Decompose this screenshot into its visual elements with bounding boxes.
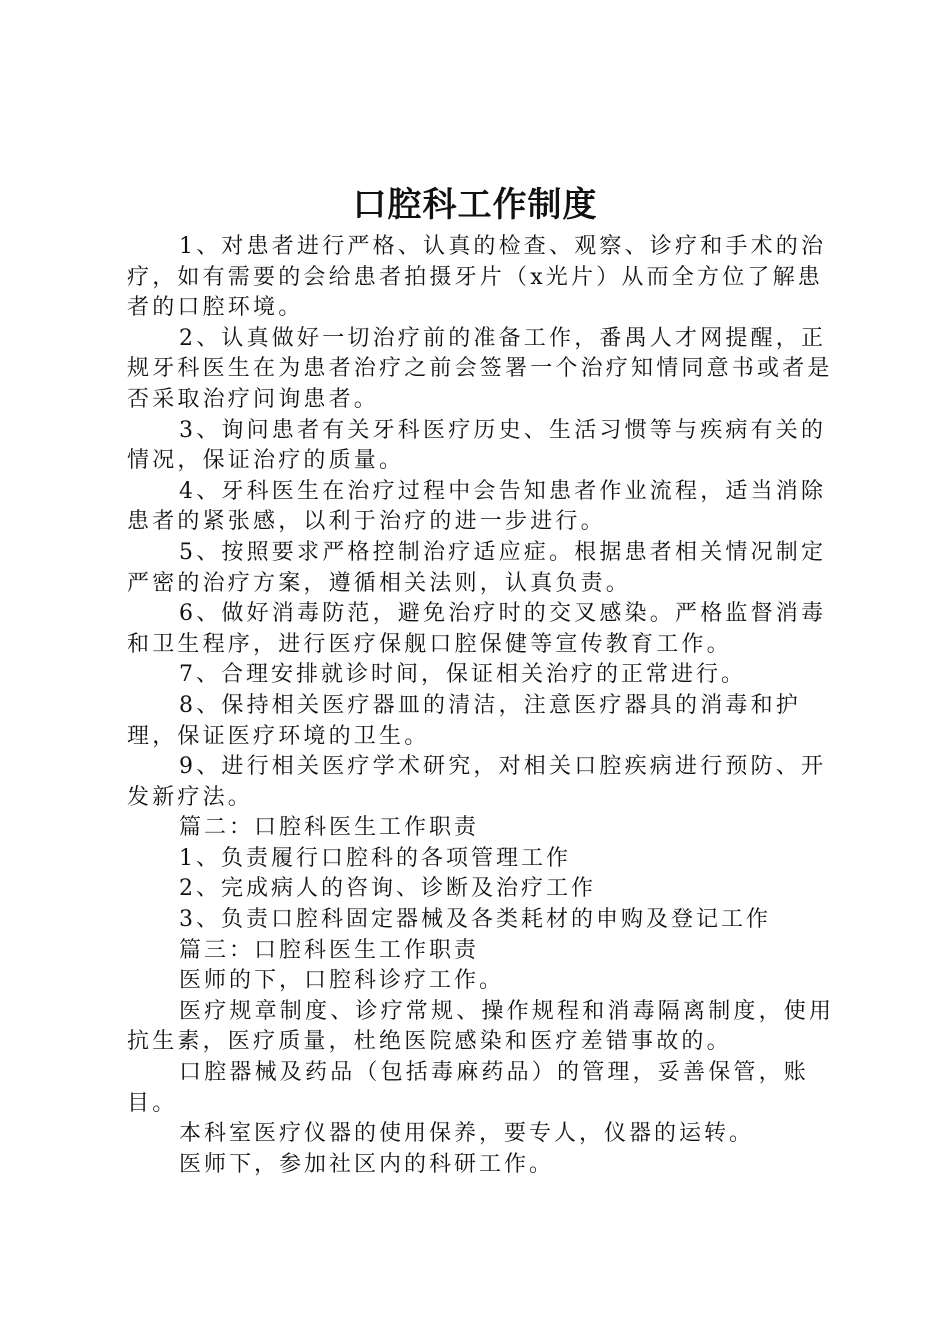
paragraph-physician-5: 医师下，参加社区内的科研工作。 xyxy=(179,1151,555,1177)
paragraph-7: 7、合理安排就诊时间，保证相关治疗的正常进行。 xyxy=(179,662,746,688)
duty-item-2: 2、完成病人的咨询、诊断及治疗工作 xyxy=(179,876,596,902)
duty-item-3: 3、负责口腔科固定器械及各类耗材的申购及登记工作 xyxy=(179,907,771,933)
paragraph-4: 4、牙科医生在治疗过程中会告知患者作业流程，适当消除患者的紧张感，以利于治疗的进一步进行。 xyxy=(127,478,827,535)
paragraph-8: 8、保持相关医疗器皿的清洁，注意医疗器具的消毒和护理，保证医疗环境的卫生。 xyxy=(127,692,801,749)
paragraph-6: 6、做好消毒防范，避免治疗时的交叉感染。严格监督消毒和卫生程序，进行医疗保舰口腔保健等宣传教育工作。 xyxy=(127,601,827,657)
paragraph-physician-4: 本科室医疗仪器的使用保养，要专人，仪器的运转。 xyxy=(179,1121,755,1147)
duty-item-1: 1、负责履行口腔科的各项管理工作 xyxy=(179,845,571,871)
section-heading-3: 篇三：口腔科医生工作职责 xyxy=(179,937,480,963)
document-title: 口腔科工作制度 xyxy=(352,185,598,225)
paragraph-physician-1: 医师的下，口腔科诊疗工作。 xyxy=(179,968,505,994)
paragraph-physician-3: 口腔器械及药品（包括毒麻药品）的管理，妥善保管，账目。 xyxy=(127,1060,810,1116)
section-heading-2: 篇二：口腔科医生工作职责 xyxy=(179,815,480,841)
paragraph-1: 1、对患者进行严格、认真的检查、观察、诊疗和手术的治疗，如有需要的会给患者拍摄牙片（x光片）从而全方位了解患者的口腔环境。 xyxy=(127,234,827,321)
paragraph-3: 3、询问患者有关牙科医疗历史、生活习惯等与疾病有关的情况，保证治疗的质量。 xyxy=(127,417,827,474)
document-body xyxy=(127,232,837,1180)
paragraph-9: 9、进行相关医疗学术研究，对相关口腔疾病进行预防、开发新疗法。 xyxy=(127,754,827,810)
paragraph-2: 2、认真做好一切治疗前的准备工作，番禺人才网提醒，正规牙科医生在为患者治疗之前会签署一个治疗知情同意书或者是否采取治疗问询患者。 xyxy=(127,325,833,412)
paragraph-physician-2: 医疗规章制度、诊疗常规、操作规程和消毒隔离制度，使用抗生素，医疗质量，杜绝医院感染和医疗差错事故的。 xyxy=(127,998,835,1055)
paragraph-5: 5、按照要求严格控制治疗适应症。根据患者相关情况制定严密的治疗方案，遵循相关法则，认真负责。 xyxy=(127,539,827,596)
